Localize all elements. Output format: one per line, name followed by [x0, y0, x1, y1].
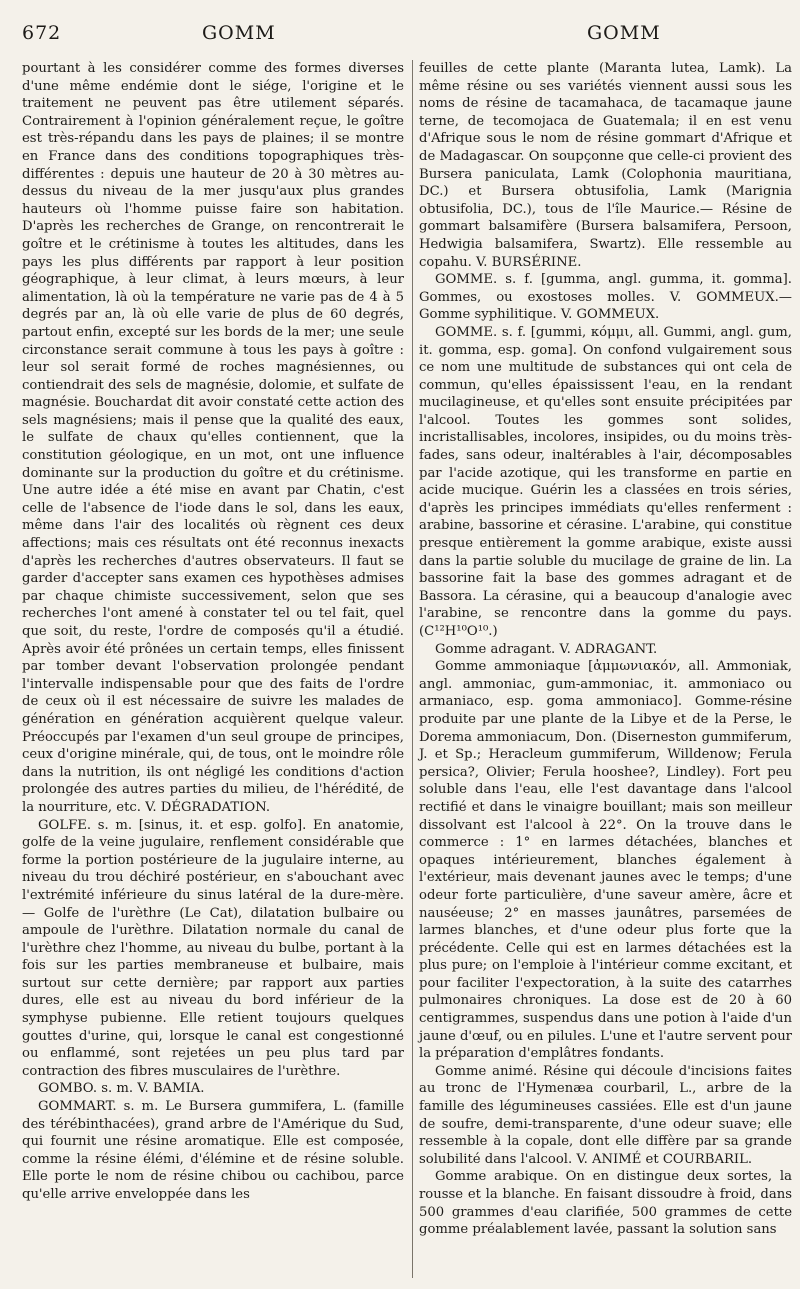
- right-column: [412, 60, 792, 1278]
- gommart-entry: GOMMART. s. m. Le Bursera gummifera, L. (famille des térébinthacées), grand arbre de l'Amérique du Sud, qui fournit une résine aromatique. Elle est composée, comme la résine élémi, d'élémine et de résine soluble. Elle porte le nom de résine chibou ou cachibou, parce qu'elle arrive enveloppée dans les: [22, 1099, 404, 1202]
- right-running-head: GOMM: [587, 22, 661, 44]
- left-running-head: GOMM: [202, 22, 276, 44]
- gomme-arabique-entry: Gomme arabique. On en distingue deux sortes, la rousse et la blanche. En faisant dissoudre à froid, dans 500 grammes d'eau clarifiée, 500 grammes de cette gomme préalablement lavée, passant la solution sans: [419, 1169, 792, 1238]
- gomme-adragant-entry: Gomme adragant. V. ADRAGANT.: [435, 641, 658, 657]
- gombo-entry: GOMBO. s. m. V. BAMIA.: [38, 1081, 205, 1097]
- page-number: 672: [22, 22, 62, 44]
- left-column: [22, 60, 404, 1278]
- gommart-entry-continuation: feuilles de cette plante (Maranta lutea, Lamk). La même résine ou ses variétés viennent aussi sous les noms de résine de tacamahaca, de tacamaque jaune terne, de tecomojaca de Guatemala; il en est venu d'Afrique sous le nom de résine gommart d'Afrique et de Madagascar. On soupçonne que celle-ci provient des Bursera paniculata, Lamk (Colophonia mauritiana, DC.) et Bursera obtusifolia, Lamk (Marignia obtusifolia, DC.), tous de l'île Maurice.— Résine de gommart balsamifère (Bursera balsamifera, Persoon, Hedwigia balsamifera, Swartz). Elle ressemble au copahu. V. BURSÉRINE.: [419, 61, 792, 270]
- gomme-anime-entry: Gomme animé. Résine qui découle d'incisions faites au tronc de l'Hymenæa courbaril, L., arbre de la famille des légumineuses cassiées. Elle est d'un jaune de soufre, demi-transparente, d'une odeur suave; elle ressemble à la copale, dont elle diffère par sa grande solubilité dans l'alcool. V. ANIMÉ et COURBARIL.: [419, 1063, 792, 1167]
- page-header: [22, 22, 780, 52]
- gomme-entry: GOMME. s. f. [gummi, κόμμι, all. Gummi, angl. gum, it. gomma, esp. goma]. On confond vulgairement sous ce nom une multitude de substances qui ont cela de commun, qu'elles épaississent l'eau, en la rendant mucilagineuse, et qu'elles sont ensuite précipitées par l'alcool. Toutes les gommes sont solides, incristallisables, incolores, insipides, ou du moins très-fades, sans odeur, inaltérables à l'air, décomposables par l'acide azotique, qui les transforme en partie en acide mucique. Guérin les a classées en trois séries, d'après les principes immédiats qu'elles renferment : arabine, bassorine et cérasine. L'arabine, qui constitue presque entièrement la gomme arabique, existe aussi dans la partie soluble du mucilage de graine de lin. La bassorine fait la base des gommes adragant et de Bassora. La cérasine, qui a beaucoup d'analogie avec l'arabine, se rencontre dans la gomme du pays. (C¹²H¹⁰O¹⁰.): [419, 324, 792, 639]
- gomme-syphilitic-entry: GOMME. s. f. [gumma, angl. gumma, it. gomma]. Gommes, ou exostoses molles. V. GOMMEUX.— Gomme syphilitique. V. GOMMEUX.: [419, 272, 792, 323]
- gomme-ammoniaque-entry: Gomme ammoniaque [ἀμμωνιακόν, all. Ammoniak, angl. ammoniac, gum-ammoniac, it. ammoniaco ou armaniaco, esp. goma ammoniaco]. Gomme-résine produite par une plante de la Libye et de la Perse, le Dorema ammoniacum, Don. (Diserneston gummiferum, J. et Sp.; Heracleum gummiferum, Willdenow; Ferula persica?, Olivier; Ferula hooshee?, Lindley). Fort peu soluble dans l'eau, elle l'est davantage dans l'alcool rectifié et dans le vinaigre bouillant; mais son meilleur dissolvant est l'alcool à 22°. On la trouve dans le commerce : 1° en larmes détachées, blanches et opaques intérieurement, blanches également à l'extérieur, mais devenant jaunes avec le temps; d'une odeur forte particulière, d'une saveur amère, âcre et nauséeuse; 2° en masses jaunâtres, parsemées de larmes blanches, et d'une odeur plus forte que la précédente. Celle qui est en larmes détachées est la plus pure; on l'emploie à l'intérieur comme excitant, et pour faciliter l'expectoration, à la suite des catarrhes pulmonaires chroniques. La dose est de 20 à 60 centigrammes, suspendus dans une potion à l'aide d'un jaune d'œuf, ou en pilules. L'une et l'autre servent pour la préparation d'emplâtres fondants.: [419, 659, 792, 1062]
- goitre-entry-continuation: pourtant à les considérer comme des formes diverses d'une même endémie dont le siége, l'origine et le traitement ne peuvent pas être utilement séparés. Contrairement à l'opinion généralement reçue, le goître est très-répandu dans les pays de plaines; il se montre en France dans des conditions topographiques très-différentes : depuis une hauteur de 20 à 30 mètres au-dessus du niveau de la mer jusqu'aux plus grandes hauteurs où l'homme puisse faire son habitation. D'après les recherches de Grange, on rencontrerait le goître et le crétinisme à toutes les altitudes, dans les pays les plus différents par rapport à leur position géographique, à leur climat, à leurs mœurs, à leur alimentation, là où la température ne varie pas de 4 à 5 degrés par an, là où elle varie de plus de 60 degrés, partout enfin, excepté sur les bords de la mer; une seule circonstance serait commune à tous les pays à goître : leur sol serait formé de roches magnésiennes, ou contiendrait des sels de magnésie, dolomie, et sulfate de magnésie. Bouchardat dit avoir constaté cette action des sels magnésiens; mais il pense que la qualité des eaux, le sulfate de chaux qu'elles contiennent, que la constitution géologique, en un mot, ont une influence dominante sur la production du goître et du crétinisme. Une autre idée a été mise en avant par Chatin, c'est celle de l'absence de l'iode dans le sol, dans les eaux, même dans l'air des localités où règnent ces deux affections; mais ces résultats ont été reconnus inexacts d'après les recherches d'autres observateurs. Il faut se garder d'accepter sans examen ces hypothèses admises par chaque chimiste successivement, selon que ses recherches l'ont amené à constater tel ou tel fait, quel que soit, du reste, l'ordre de composés qu'il a étudié. Après avoir été prônées un certain temps, elles finissent par tomber devant l'observation prolongée pendant l'intervalle indispensable pour que des faits de l'ordre de ceux où il est nécessaire de suivre les malades de génération en génération acquièrent quelque valeur. Préoccupés par l'examen d'un seul groupe de principes, ceux d'origine minérale, qui, de tous, ont le moindre rôle dans la nutrition, ils ont négligé les conditions d'action prolongée des autres parties du milieu, de l'hérédité, de la nourriture, etc. V. DÉGRADATION.: [22, 61, 404, 815]
- golfe-entry: GOLFE. s. m. [sinus, it. et esp. golfo]. En anatomie, golfe de la veine jugulaire, renflement considérable que forme la portion postérieure de la jugulaire interne, au niveau du trou déchiré postérieur, en s'abouchant avec l'extrémité inférieure du sinus latéral de la dure-mère. — Golfe de l'urèthre (Le Cat), dilatation bulbaire ou ampoule de l'urèthre. Dilatation normale du canal de l'urèthre chez l'homme, au niveau du bulbe, portant à la fois sur les parties membraneuse et bulbaire, mais surtout sur cette dernière; par rapport aux parties dures, elle est au niveau du bord inférieur de la symphyse pubienne. Elle retient toujours quelques gouttes d'urine, qui, lorsque le canal est congestionné ou enflammé, sont rejetées un peu plus tard par contraction des fibres musculaires de l'urèthre.: [22, 817, 404, 1079]
